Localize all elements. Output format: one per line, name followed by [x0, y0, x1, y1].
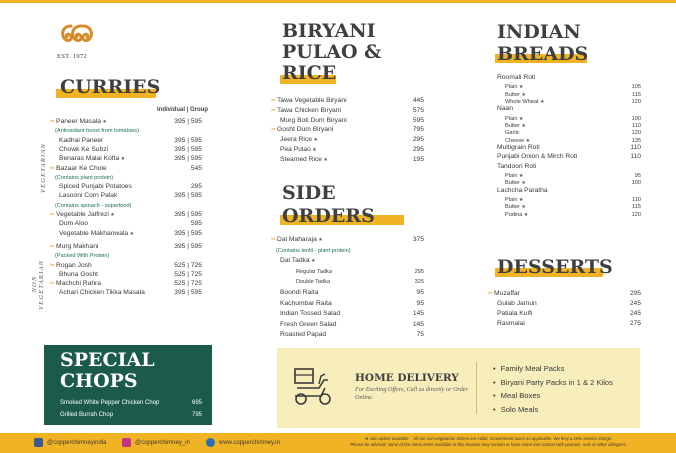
item-name: Gosht Dum Biryani	[277, 126, 334, 134]
jain-option-star-icon: ★	[128, 230, 135, 237]
delivery-option: • Family Meal Packs	[493, 362, 613, 376]
menu-item	[271, 257, 316, 265]
item-note: (Packed With Protein)	[55, 253, 110, 260]
item-name: Murg Makhani	[56, 242, 99, 250]
item-name: Gulab Jamun	[497, 300, 537, 307]
delivery-scooter-icon	[291, 366, 335, 408]
jain-option-star-icon: ★	[519, 204, 526, 211]
breads-heading: INDIAN BREADS	[497, 21, 589, 65]
item-name: Rogan Josh	[56, 261, 92, 269]
jain-option-star-icon: ★	[322, 156, 328, 163]
jain-option-star-icon: ★	[108, 212, 115, 218]
item-price: 395 | 595	[174, 289, 202, 297]
menu-item	[50, 243, 98, 251]
recommended-mark-icon: ✂	[488, 291, 494, 297]
item-price: 120	[631, 211, 641, 218]
home-delivery-title: HOME DELIVERY	[355, 372, 459, 384]
item-name: Double Tadka	[296, 279, 331, 286]
item-price: 110	[630, 153, 641, 161]
item-price: 545	[190, 164, 202, 172]
special-chops-panel	[44, 345, 212, 425]
jain-option-star-icon: ★	[519, 91, 526, 98]
delivery-option: • Meal Boxes	[493, 389, 613, 403]
instagram-link[interactable]: @copperchimney_in	[122, 438, 190, 447]
item-price: 595	[412, 116, 424, 124]
item-price: 395 | 595	[174, 145, 202, 153]
menu-item	[271, 300, 332, 308]
recommended-mark-icon: ✂	[50, 281, 56, 288]
menu-item	[271, 156, 328, 164]
menu-subitem	[505, 211, 528, 219]
jain-option-star-icon: ★	[524, 137, 531, 144]
menu-item	[497, 163, 536, 171]
item-name: Steamed Rice	[280, 155, 323, 163]
menu-item	[50, 289, 145, 297]
menu-item	[497, 105, 513, 113]
item-name: Butter	[505, 204, 520, 211]
item-note: (Contains spinach - superfood)	[55, 202, 132, 209]
established-year: EST. 1972	[57, 53, 88, 60]
item-note: (Contains lentil - plant protein)	[276, 247, 351, 254]
item-price: 395 | 595	[174, 229, 202, 237]
item-price: 325	[414, 279, 424, 286]
jain-option-star-icon: ★	[311, 137, 318, 144]
item-name: Kachumbar Raita	[280, 299, 332, 307]
item-price: 100	[631, 180, 641, 187]
item-name: Fresh Green Salad	[280, 320, 337, 328]
item-price: 295	[190, 183, 202, 191]
item-price: 75	[416, 331, 424, 339]
item-name: Dum Aloo	[59, 220, 88, 228]
item-price: 395 | 595	[174, 118, 202, 125]
item-price: 275	[629, 320, 641, 327]
item-price: 120	[631, 130, 641, 137]
item-price: 525 | 725	[174, 261, 202, 269]
footer-disclaimer: ★ Jain option available All our non-vegetarian dishes are Halal. Government taxes as applicable. We levy a 10% service charge. Please be advised, some of the menu items available at this location may contain or have come into contact with peanuts, nuts or other allergens.	[350, 436, 627, 447]
chop-item-name: Smoked White Pepper Chicken Chop	[60, 400, 160, 406]
item-name: Plain	[505, 84, 518, 91]
item-name: Machchi Rahra	[56, 280, 102, 288]
item-name: Muzaffar	[494, 290, 520, 297]
item-price: 95	[416, 299, 424, 307]
desserts-heading: DESSERTS	[497, 256, 613, 278]
delivery-option: • Biryani Party Packs in 1 & 2 Kilos	[493, 376, 613, 390]
jain-option-star-icon: ★	[119, 156, 126, 163]
menu-item	[271, 321, 337, 329]
menu-item	[271, 331, 326, 339]
item-price: 95	[416, 289, 424, 296]
item-price: 395 | 595	[174, 192, 202, 200]
menu-item	[488, 300, 537, 308]
item-name: Chowk Ke Subzi	[59, 145, 109, 153]
item-name: Butter	[505, 180, 520, 187]
item-price: 395 | 595	[174, 242, 202, 250]
menu-item	[488, 320, 525, 328]
menu-subitem	[287, 278, 330, 286]
recommended-mark-icon: ✂	[271, 237, 277, 243]
menu-item	[271, 97, 347, 105]
item-name: Lasooni Corn Palak	[59, 192, 118, 200]
menu-item	[271, 126, 333, 134]
item-price: 105	[631, 84, 641, 91]
item-name: Kadhai Paneer	[59, 136, 104, 144]
item-name: Spiced Punjabi Potatoes	[59, 183, 132, 191]
menu-item	[497, 187, 548, 195]
item-price: 120	[631, 99, 641, 105]
curries-column-header: Individual | Group	[157, 107, 209, 113]
item-name: Dal Maharaja	[277, 236, 317, 243]
item-name: Murg Boti Dum Biryani	[280, 116, 347, 124]
menu-item	[50, 280, 101, 288]
menu-item	[50, 230, 134, 238]
item-name: Boondi Raita	[280, 289, 319, 296]
recommended-mark-icon: ✂	[50, 165, 56, 172]
item-price: 575	[412, 106, 424, 114]
menu-item	[50, 211, 115, 219]
item-price: 395 | 595	[174, 211, 202, 218]
item-name: Roasted Papad	[280, 331, 327, 339]
item-name: Garlic	[505, 130, 520, 137]
vegetarian-label: VEGETARIAN	[40, 142, 47, 194]
item-price: 795	[412, 126, 424, 134]
home-delivery-panel	[277, 348, 640, 428]
menu-item	[50, 146, 108, 154]
menu-item	[497, 153, 577, 161]
menu-item	[271, 136, 318, 144]
item-name: Roomali Roti	[497, 74, 536, 81]
item-name: Rasmalai	[497, 320, 525, 327]
item-price: 115	[632, 204, 641, 211]
item-name: Butter	[505, 123, 520, 129]
item-price: 110	[632, 196, 641, 203]
recommended-mark-icon: ✂	[50, 119, 56, 125]
top-border	[0, 0, 676, 3]
item-name: Pea Pulao	[280, 146, 311, 153]
jain-option-star-icon: ★	[316, 237, 323, 243]
item-note: (Contains plant protein)	[55, 174, 114, 181]
jain-option-star-icon: ★	[517, 84, 524, 91]
instagram-icon	[122, 438, 131, 447]
delivery-option: • Solo Meals	[493, 403, 613, 417]
item-name: Tawa Vegetable Biryani	[277, 97, 347, 104]
item-note: (Antioxidant boost from tomatoes)	[55, 128, 139, 135]
item-name: Achari Chicken Tikka Masala	[59, 289, 145, 297]
item-price: 195	[412, 155, 424, 163]
facebook-icon	[34, 438, 43, 447]
item-name: Vegetable Jalfrezi	[56, 211, 109, 218]
curries-heading: CURRIES	[60, 78, 160, 97]
item-name: Tandoori Roti	[497, 162, 537, 170]
menu-subitem	[287, 268, 332, 276]
menu-item	[488, 310, 532, 318]
item-price: 445	[412, 97, 424, 104]
biryani-heading: BIRYANI PULAO & RICE	[282, 20, 382, 84]
recommended-mark-icon: ✂	[50, 262, 56, 269]
jain-option-star-icon: ★	[517, 196, 524, 203]
item-price: 525 | 725	[174, 270, 202, 278]
footer-bar	[0, 433, 676, 453]
globe-icon	[206, 438, 215, 447]
menu-item	[271, 107, 341, 115]
item-price: 295	[412, 136, 424, 144]
item-name: Pudina	[505, 211, 523, 218]
menu-item	[50, 262, 92, 270]
jain-option-star-icon: ★	[538, 99, 545, 105]
item-name: Patiala Kulfi	[497, 310, 533, 317]
menu-item	[271, 310, 340, 318]
item-name: Lachcha Paratha	[497, 186, 548, 194]
chop-item-price: 795	[191, 412, 202, 418]
menu-item	[50, 271, 98, 279]
item-name: Butter	[505, 91, 520, 98]
item-price: 95	[634, 172, 641, 179]
menu-item	[50, 192, 117, 200]
home-delivery-text: For Exciting Offers, Call as directly or Order Online.	[355, 386, 468, 401]
jain-option-star-icon: ★	[517, 115, 524, 122]
item-price: 595	[190, 220, 202, 228]
item-price: 295	[412, 146, 424, 153]
item-price: 110	[632, 123, 641, 129]
delivery-options-list	[493, 362, 613, 416]
item-price: 395 | 595	[174, 136, 202, 144]
jain-option-star-icon: ★	[101, 119, 107, 125]
recommended-mark-icon: ✂	[50, 243, 56, 250]
menu-item	[50, 183, 132, 191]
recommended-mark-icon: ✂	[271, 107, 277, 114]
side-orders-heading: SIDE ORDERS	[282, 182, 375, 228]
item-price: 145	[412, 310, 424, 318]
menu-item	[50, 220, 88, 228]
menu-item	[497, 74, 535, 82]
item-price: 395 | 595	[174, 155, 202, 163]
delivery-divider	[476, 362, 477, 414]
chop-item-price: 695	[191, 400, 202, 406]
jain-option-star-icon: ★	[522, 211, 529, 218]
item-name: Plain	[505, 115, 518, 122]
item-price: 295	[414, 268, 424, 275]
item-name: Bazaar Ke Chole	[56, 164, 107, 172]
item-price: 295	[629, 290, 641, 297]
brand-logo	[57, 22, 105, 50]
item-price: 245	[629, 310, 641, 317]
menu-item	[271, 117, 347, 125]
menu-item	[50, 165, 107, 173]
recommended-mark-icon: ✂	[50, 212, 56, 218]
item-name: Plain	[505, 196, 518, 203]
item-name: Naan	[497, 105, 513, 113]
item-name: Cheese	[505, 137, 525, 144]
item-price: 110	[630, 144, 641, 152]
item-name: Indian Tossed Salad	[280, 310, 341, 318]
item-name: Benaras Malai Kofta	[59, 155, 120, 163]
item-name: Tawa Chicken Biryani	[277, 106, 341, 114]
menu-item	[271, 236, 323, 244]
item-name: Bhuna Gosht	[59, 270, 99, 278]
non-vegetarian-label-2: VEGETARIAN	[38, 259, 45, 310]
item-name: Dal Tadka	[280, 257, 310, 265]
website-link[interactable]: www.copperchimney.in	[206, 438, 280, 447]
chop-item-name: Grilled Burrah Chop	[60, 412, 114, 418]
item-price: 135	[631, 137, 641, 144]
special-chops-heading: SPECIAL CHOPS	[60, 349, 155, 392]
item-price: 115	[632, 91, 641, 98]
copper-chimney-logo-icon	[57, 22, 105, 50]
menu-item	[271, 289, 318, 297]
jain-option-star-icon: ★	[517, 172, 524, 179]
item-name: Regular Tadka	[296, 268, 332, 275]
facebook-link[interactable]: @copperchimneyindia	[34, 438, 106, 447]
item-name: Paneer Masala	[56, 118, 102, 125]
item-name: Plain	[505, 172, 518, 179]
item-name: Vegetable Makhanwala	[59, 229, 129, 237]
item-name: Jeera Rice	[280, 136, 312, 144]
jain-option-star-icon: ★	[519, 123, 526, 129]
recommended-mark-icon: ✂	[271, 127, 277, 134]
jain-option-star-icon: ★	[310, 147, 317, 153]
item-name: Multigrain Roti	[497, 144, 540, 152]
menu-item	[50, 137, 103, 145]
item-name: Whole Wheat	[505, 99, 539, 105]
menu-item	[488, 290, 520, 298]
item-price: 100	[631, 115, 641, 122]
item-name: Punjabi Onion & Mirch Roti	[497, 153, 578, 161]
item-price: 245	[629, 300, 641, 307]
non-vegetarian-label-1: NON	[31, 275, 38, 293]
menu-item	[50, 118, 107, 126]
menu-item	[50, 155, 125, 163]
jain-option-star-icon: ★	[519, 180, 526, 187]
jain-option-star-icon: ★	[309, 258, 316, 265]
recommended-mark-icon: ✂	[271, 98, 277, 104]
item-price: 525 | 725	[174, 280, 202, 288]
menu-item	[497, 144, 540, 152]
item-price: 145	[412, 320, 424, 328]
menu-item	[271, 146, 317, 154]
item-price: 375	[412, 236, 424, 243]
